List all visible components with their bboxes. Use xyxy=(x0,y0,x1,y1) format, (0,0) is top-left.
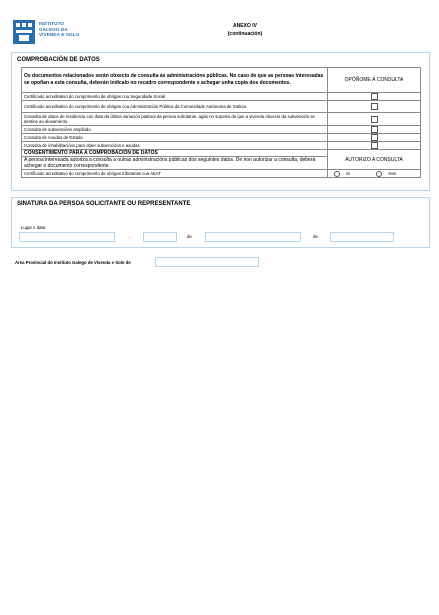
month-input[interactable] xyxy=(205,232,301,242)
table-row xyxy=(22,134,421,142)
table-row xyxy=(22,101,421,113)
oppose-checkbox-galicia[interactable] xyxy=(371,103,378,110)
option-yes-label: Sí xyxy=(346,170,351,176)
oppose-checkbox-subvencions[interactable] xyxy=(371,126,378,133)
lugar-data-label: Lugar e data xyxy=(21,225,46,230)
table-header-row xyxy=(22,68,421,93)
lugar-input[interactable] xyxy=(19,232,115,242)
galicia-emblem-icon xyxy=(13,20,35,44)
sinatura-title: SINATURA DA PERSOA SOLICITANTE OU REPRESENTANTE xyxy=(17,201,191,207)
day-input[interactable] xyxy=(143,232,177,242)
consent-title-row xyxy=(22,150,421,157)
table-row xyxy=(22,93,421,101)
oppose-checkbox-seguridade-social[interactable] xyxy=(371,93,378,100)
row-label: Consulta de inhabilitacións para obter subvencións e axudas xyxy=(22,142,328,150)
row-label: Certificado acreditativo do cumprimento de obrigas tributarias coa AEAT xyxy=(22,170,328,178)
comprobacion-table xyxy=(21,67,421,178)
logo-line-3: VIVENDA E SOLO xyxy=(39,32,80,38)
igvs-logo xyxy=(13,20,103,45)
de-label-1: de xyxy=(187,234,192,239)
consent-title: CONSENTIMENTO PARA A COMPROBACIÓN DE DATOS xyxy=(22,150,328,157)
comprobacion-title: COMPROBACIÓN DE DATOS xyxy=(17,57,100,63)
logo-line-1: INSTITUTO xyxy=(39,21,65,26)
logo-line-2: GALEGO DA xyxy=(39,26,68,32)
oppose-checkbox-inhabilitacions[interactable] xyxy=(371,142,378,149)
authorize-yes-radio[interactable] xyxy=(334,171,340,177)
oppose-checkbox-residencia[interactable] xyxy=(371,116,378,123)
year-input[interactable] xyxy=(330,232,394,242)
option-no-label: Non xyxy=(388,170,397,176)
authorize-no-radio[interactable] xyxy=(376,171,382,177)
row-label: Consulta de datos de residencia con data da última variación padroal da persoa solicitante, agás no suposto de que a vivenda obxecto da subvención se destine ao aloxamento. xyxy=(22,113,328,126)
table-row xyxy=(22,126,421,134)
table-row xyxy=(22,113,421,126)
area-provincial-input[interactable] xyxy=(155,257,259,267)
row-label: Certificado acreditativo do cumprimento de obrigas coa Administración Pública da Comunidade Autónoma de Galicia xyxy=(22,101,328,113)
authorize-header: AUTORIZO A CONSULTA xyxy=(328,150,421,170)
anexo-title: ANEXO IV xyxy=(233,23,257,29)
table-row xyxy=(22,170,421,178)
area-provincial-label: Área Provincial do Instituto Galego de Vivenda e Solo de xyxy=(15,260,131,265)
table-row xyxy=(22,142,421,150)
oppose-checkbox-axudas-estado[interactable] xyxy=(371,134,378,141)
intro-text: Os documentos relacionados serán obxecto de consulta ás administracións públicas. No caso de que as persoas interesadas se opoñan a esta consulta, deberán indicalo no recadro correspondente e achegar unha copia dos documentos. xyxy=(22,68,328,93)
anexo-heading xyxy=(200,22,290,38)
de-label-2: de xyxy=(313,234,318,239)
row-label: Consulta de subvencións ampliado xyxy=(22,126,328,134)
row-label: Certificado acreditativo do cumprimento de obrigas coa Seguridade Social xyxy=(22,93,328,101)
anexo-subtitle: (continuación) xyxy=(227,31,263,37)
opposition-header: OPÓÑOME Á CONSULTA xyxy=(328,68,421,93)
comma-separator: , xyxy=(129,234,131,239)
row-label: Consulta de Axudas de Estado xyxy=(22,134,328,142)
consent-text: A persoa interesada autoriza a consulta a outras administracións públicas dos seguintes datos. De non autorizar a consulta, deberá achegar o documento correspondente. xyxy=(22,157,328,170)
